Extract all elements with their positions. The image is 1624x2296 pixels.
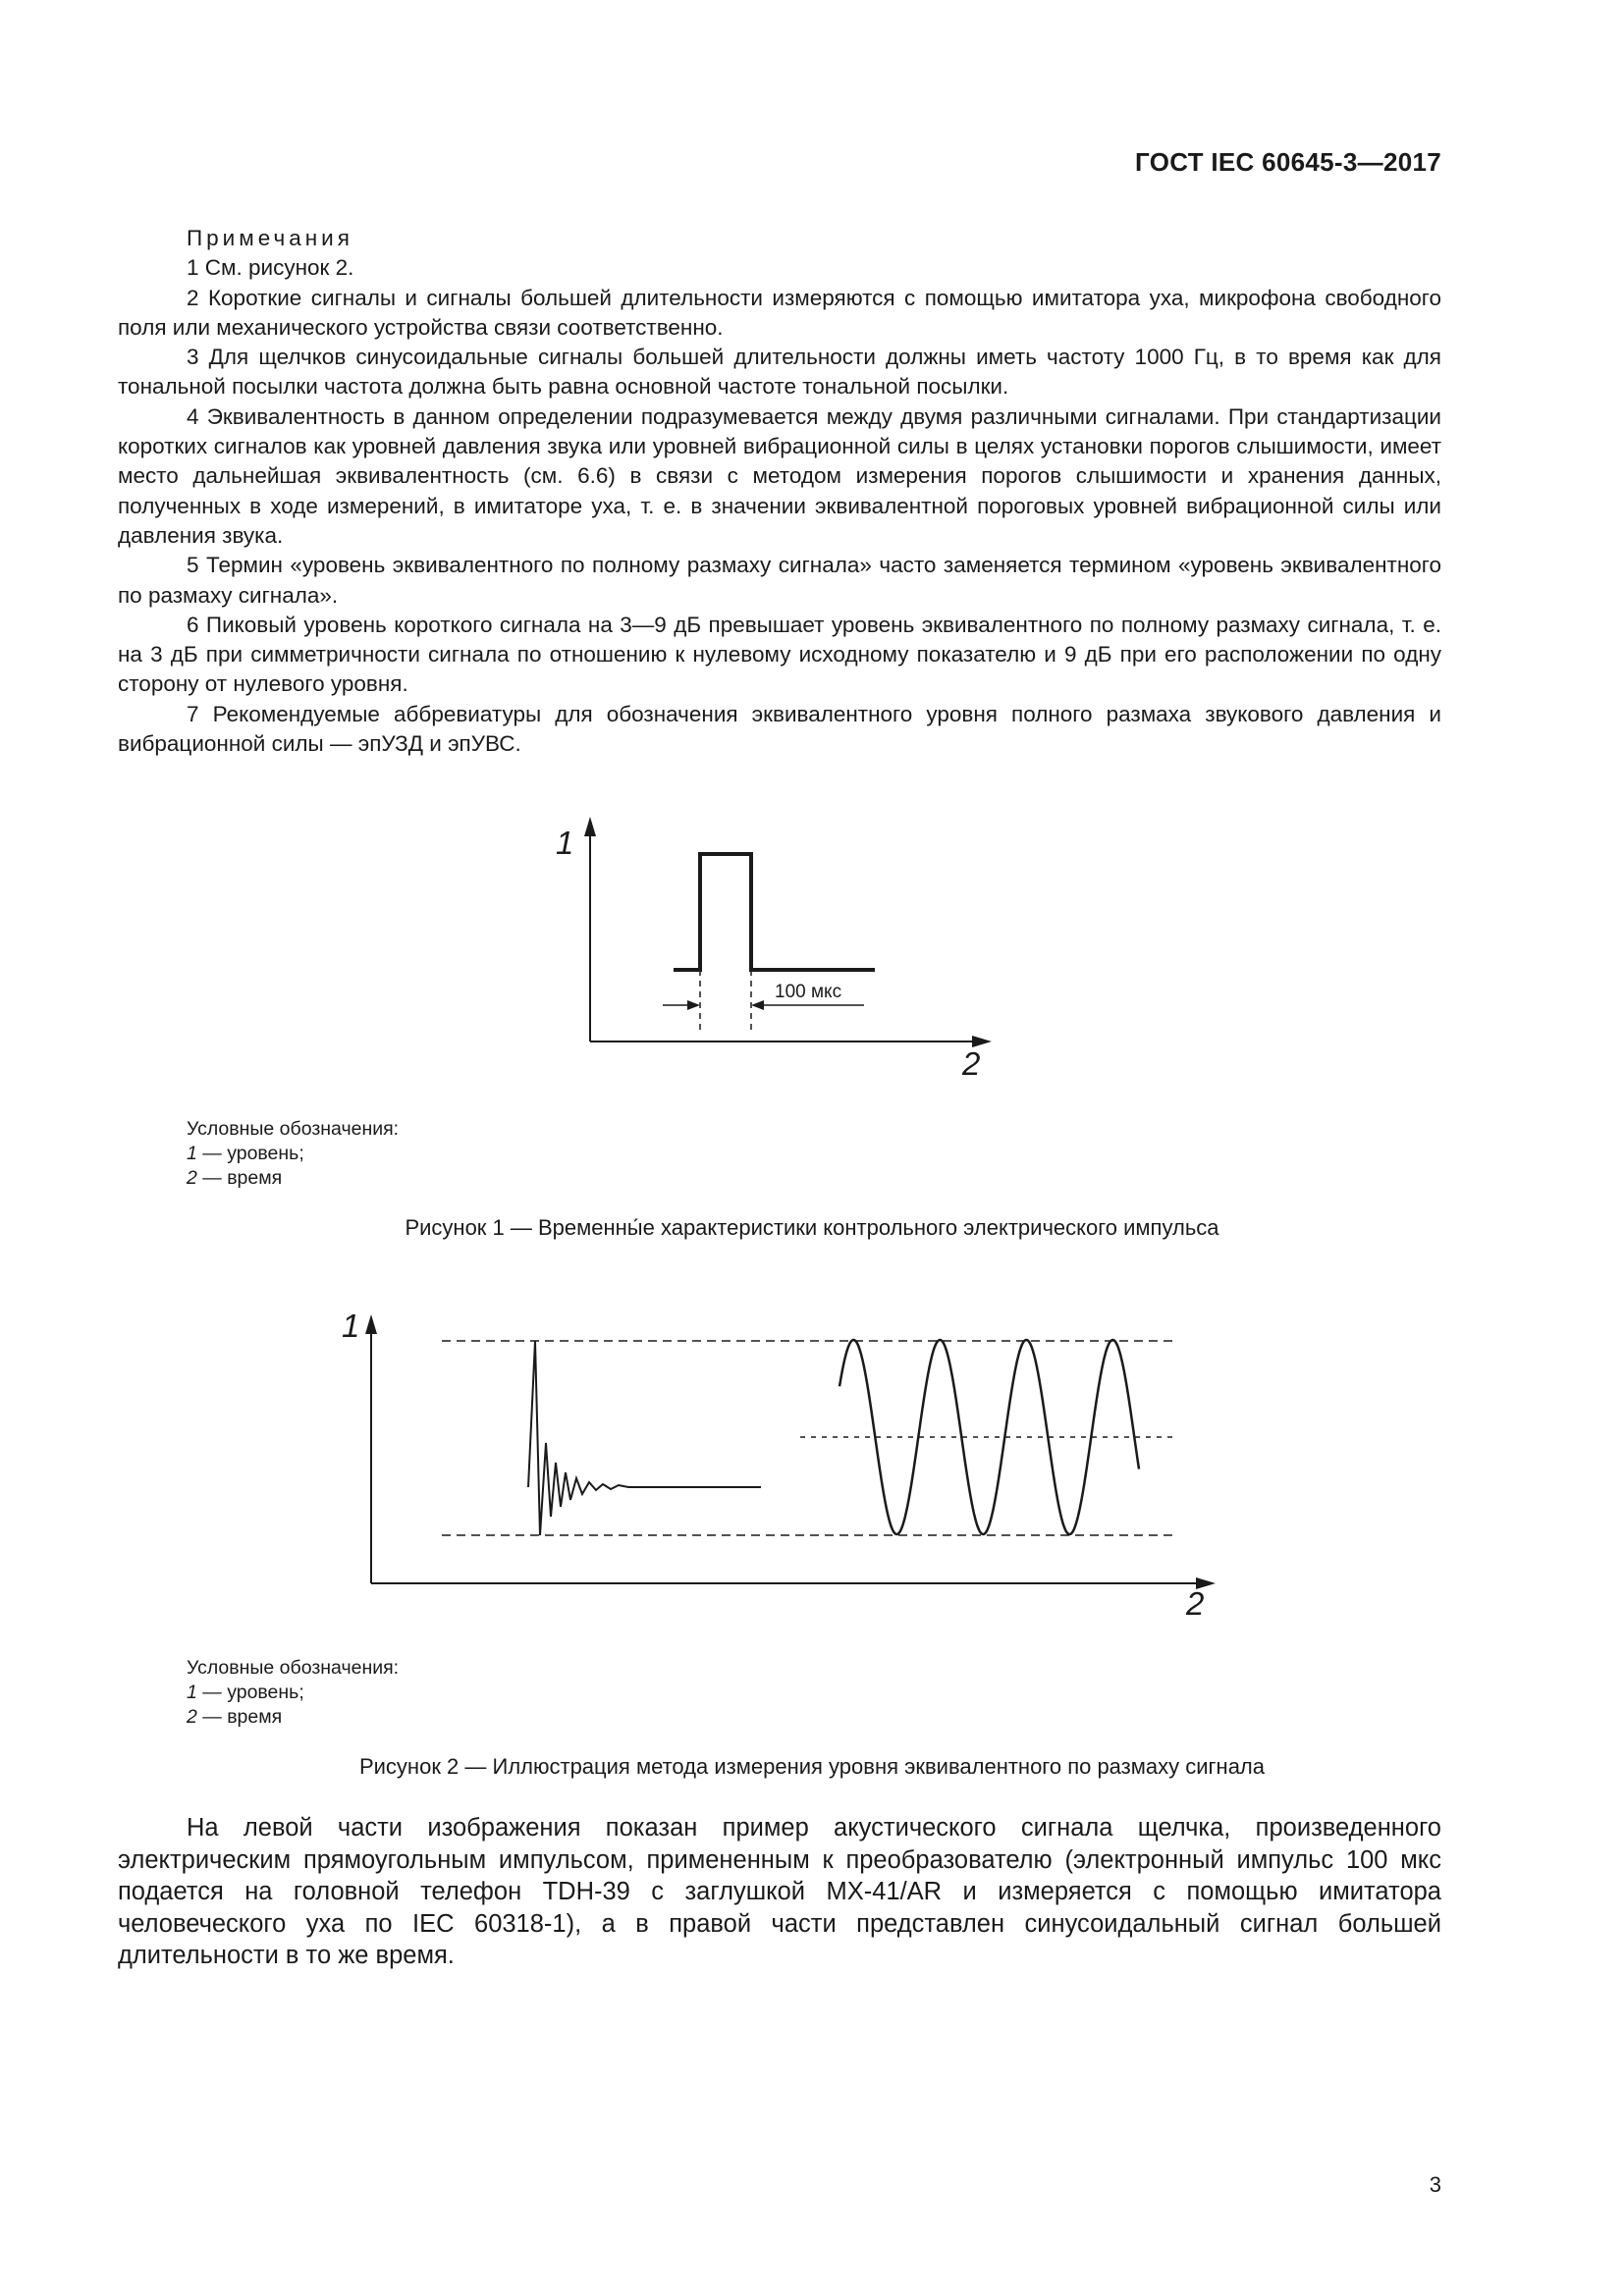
notes-title: Примечания <box>187 226 353 250</box>
note-item: 7 Рекомендуемые аббревиатуры для обозначения эквивалентного уровня полного размаха звукового давления и вибрационной силы — эпУЗД и эпУВС. <box>118 701 1441 757</box>
figure-2-y-arrow <box>365 1314 377 1334</box>
figure-1-x-axis-label: 2 <box>962 1045 981 1082</box>
note-item: 6 Пиковый уровень короткого сигнала на 3—9 дБ превышает уровень эквивалентного по полному размаху сигнала, т. е. на 3 дБ при симметричности сигнала по отношению к нулевому исходному показателю и 9 дБ при его расположении по одну сторону от нулевого уровня. <box>118 612 1441 697</box>
legend-item: 2 — время <box>187 1706 283 1728</box>
note-item: 1 См. рисунок 2. <box>187 255 354 281</box>
page-number: 3 <box>1429 2172 1441 2197</box>
figure-2-legend <box>187 1656 399 1730</box>
legend-item: 1 — уровень; <box>187 1143 304 1164</box>
legend-item: 1 — уровень; <box>187 1682 304 1703</box>
legend-item: 2 — время <box>187 1167 283 1189</box>
figure-2-click-waveform <box>528 1341 761 1535</box>
figure-1-caption: Рисунок 1 — Временны́е характеристики контрольного электрического импульса <box>405 1215 1219 1240</box>
note-item: 5 Термин «уровень эквивалентного по полному размаху сигнала» часто заменяется термином «уровень эквивалентного по размаху сигнала». <box>118 553 1441 608</box>
note-item: 3 Для щелчков синусоидальные сигналы большей длительности должны иметь частоту 1000 Гц, в то время как для тональной посылки частота должна быть равна основной частоте тональной посылки. <box>118 345 1441 400</box>
figure-1-pulse-width-label: 100 мкс <box>775 982 842 1002</box>
figure-2-y-axis-label: 1 <box>342 1308 360 1344</box>
legend-title: Условные обозначения: <box>187 1657 400 1679</box>
body-paragraph: На левой части изображения показан пример акустического сигнала щелчка, произведенного электрическим прямоугольным импульсом, примененным к преобразователю (электронный импульс 100 мкс подается на головной телефон TDH-39 с заглушкой МХ-41/AR и измеряется с помощью имитатора человеческого уха по IEC 60318-1), а в правой части представлен синусоидальный сигнал большей длительности в то же время. <box>118 1814 1441 1969</box>
figure-1-y-axis-label: 1 <box>556 825 574 861</box>
figure-2-x-axis-label: 2 <box>1186 1585 1205 1622</box>
note-item: 4 Эквивалентность в данном определении подразумевается между двумя различными сигналами. При стандартизации коротких сигналов как уровней давления звука или уровней вибрационной силы в целях установки порогов слышимости, имеет место дальнейшая эквивалентность (см. 6.6) в связи с методом измерения порогов слышимости и хранения данных, полученных в ходе измерений, в имитаторе уха, т. е. в значении эквивалентной пороговых уровней вибрационной силы или давления звука. <box>118 403 1441 548</box>
note-item: 2 Короткие сигналы и сигналы большей длительности измеряются с помощью имитатора уха, микрофона свободного поля или механического устройства связи соответственно. <box>118 285 1441 340</box>
document-header: ГОСТ IEC 60645-3—2017 <box>1135 147 1441 177</box>
legend-title: Условные обозначения: <box>187 1118 400 1140</box>
figure-2-caption: Рисунок 2 — Иллюстрация метода измерения уровня эквивалентного по размаху сигнала <box>358 1754 1266 1779</box>
body-section <box>118 1812 1441 1972</box>
